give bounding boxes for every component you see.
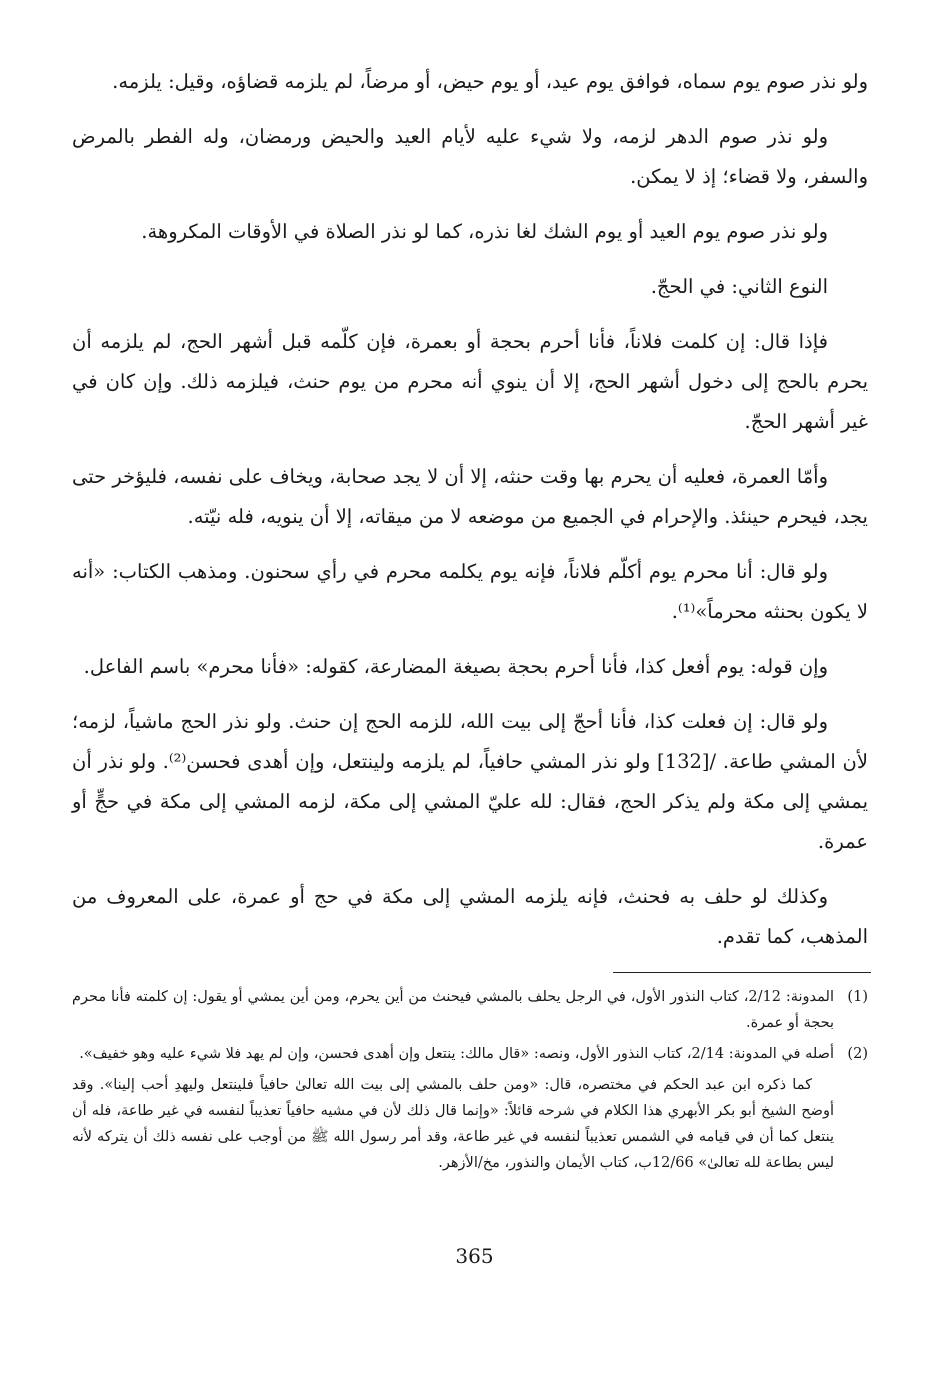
footnotes <box>72 984 868 1176</box>
paragraph-6: وأمّا العمرة، فعليه أن يحرم بها وقت حنثه، إلا أن لا يجد صحابة، ويخاف على نفسه، فليؤخر حتى يجد، فيحرم حينئذ. والإحرام في الجميع من موضعه لا من ميقاته، إلا أن ينويه، فله نيّته. <box>72 465 868 528</box>
paragraph-2: ولو نذر صوم الدهر لزمه، ولا شيء عليه لأيام العيد والحيض ورمضان، وله الفطر بالمرض والسفر، ولا قضاء؛ إذ لا يمكن. <box>72 125 868 188</box>
paragraph-5: فإذا قال: إن كلمت فلاناً، فأنا أحرم بحجة أو بعمرة، فإن كلّمه قبل أشهر الحج، لم يلزمه أن يحرم بالحج إلى دخول أشهر الحج، إلا أن ينوي أنه محرم من يوم حنث، فيلزمه ذلك. وإن كان في غير أشهر الحجّ. <box>72 330 868 433</box>
main-text <box>72 62 868 972</box>
paragraph-10: وكذلك لو حلف به فحنث، فإنه يلزمه المشي إلى مكة في حج أو عمرة، على المعروف من المذهب، كما تقدم. <box>72 885 868 948</box>
paragraph-7: ولو قال: أنا محرم يوم أكلّم فلاناً، فإنه يوم يكلمه محرم في رأي سحنون. ومذهب الكتاب: «أنه لا يكون بحنثه محرماً»⁽¹⁾. <box>72 560 868 623</box>
paragraph-1: ولو نذر صوم يوم سماه، فوافق يوم عيد، أو يوم حيض، أو مرضاً، لم يلزمه قضاؤه، وقيل: يلزمه. <box>112 70 868 93</box>
footnote-text: أصله في المدونة: 2/14، كتاب النذور الأول، ونصه: «قال مالك: ينتعل وإن أهدى فحسن، وإن لم يهد فلا شيء عليه وهو خفيف». <box>79 1046 834 1062</box>
footnote-1 <box>72 984 868 1036</box>
footnote-text: المدونة: 2/12، كتاب النذور الأول، في الرجل يحلف بالمشي فيحنث من أين يحرم، ومن أين يمشي أو يقول: إن كلمته فأنا محرم بحجة أو عمرة. <box>72 989 834 1031</box>
paragraph-9: ولو قال: إن فعلت كذا، فأنا أحجّ إلى بيت الله، للزمه الحج إن حنث. ولو نذر الحج ماشياً، لزمه؛ لأن المشي طاعة. /[132] ولو نذر المشي حافياً، لم يلزمه ولينتعل، وإن أهدى فحسن⁽²⁾. ولو نذر أن يمشي إلى مكة ولم يذكر الحج، فقال: لله عليّ المشي إلى مكة، لزمه المشي إلى مكة في حجٍّ أو عمرة. <box>72 710 868 853</box>
footnote-number: (2) <box>847 1046 868 1062</box>
footnote-separator <box>613 972 871 973</box>
paragraph-8: وإن قوله: يوم أفعل كذا، فأنا أحرم بحجة بصيغة المضارعة، كقوله: «فأنا محرم» باسم الفاعل. <box>83 655 828 678</box>
page-number: 365 <box>455 1244 494 1268</box>
section-heading: النوع الثاني: في الحجّ. <box>650 275 828 298</box>
footnote-2 <box>72 1041 868 1067</box>
paragraph-3: ولو نذر صوم يوم العيد أو يوم الشك لغا نذره، كما لو نذر الصلاة في الأوقات المكروهة. <box>141 220 828 243</box>
footnote-number: (1) <box>847 989 868 1005</box>
footnote-continuation: كما ذكره ابن عبد الحكم في مختصره، قال: «ومن حلف بالمشي إلى بيت الله تعالىٰ حافياً فلينتعل وليهدِ أحب إلينا». وقد أوضح الشيخ أبو بكر الأبهري هذا الكلام في شرحه قائلاً: «وإنما قال ذلك لأن في مشيه حافياً تعذيباً لنفسه في غير طاعة، فله أن ينتعل كما أن في قيامه في الشمس تعذيباً لنفسه في غير طاعة، وقد أمر رسول الله ﷺ من أوجب على نفسه ذلك أن يتركه لأنه ليس بطاعة لله تعالىٰ» 12/66ب، كتاب الأيمان والنذور، مخ/الأزهر. <box>72 1077 834 1171</box>
